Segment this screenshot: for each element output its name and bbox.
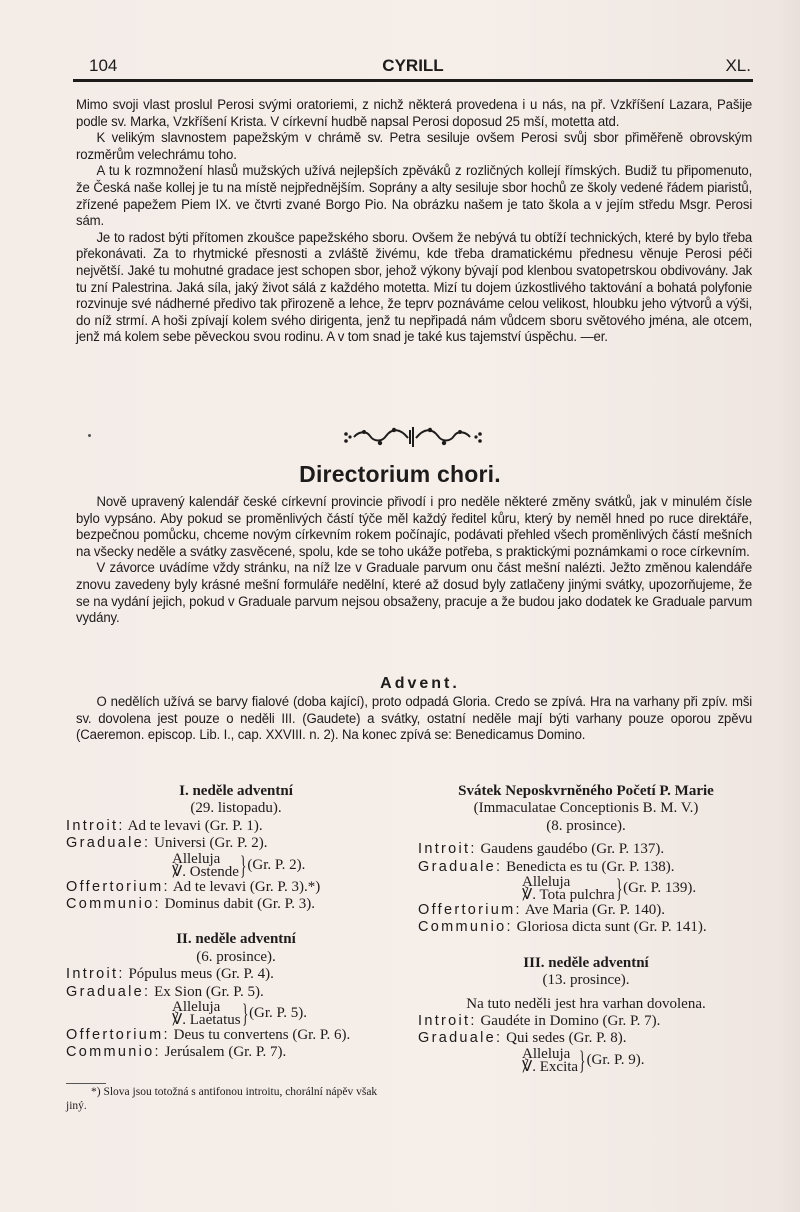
running-title: CYRILL <box>382 56 444 75</box>
advent-text <box>76 694 752 744</box>
entry-title: Svátek Neposkvrněného Početí P. Marie <box>458 783 714 799</box>
graduale-label: Graduale: <box>418 858 503 875</box>
offertorium-label: Offertorium: <box>66 878 170 895</box>
graduale-value: Ex Sion (Gr. P. 5). <box>154 983 264 1000</box>
entry-date: (8. prosince). <box>546 817 626 834</box>
introit-label: Introit: <box>66 966 125 983</box>
introit-label: Introit: <box>418 841 477 858</box>
paragraph: K velikým slavnostem papežským v chrámě sv. Petra sesiluje ovšem Perosi svůj sbor přiměřeně obrovským rozměrům velechrámu toho. <box>76 130 753 163</box>
introit-label: Introit: <box>418 1013 477 1030</box>
alleluia-label: Alleluja <box>172 999 221 1016</box>
paragraph: Je to radost býti přítomen zkoušce papežského sboru. Ovšem že nebývá tu obtíží technických, které by bylo třeba překonávati. Za to rhytmické přesnosti a zvláště živému, kde třeba dramatickému přednesu věnuje Perosi péči největší. Jaké tu mohutné gradace jest schopen sbor, jehož výkony bývají pod klenbou svatopetrskou obdivovány. Jak tu zní Palestrina. Jaká síla, jaký život sálá z každého motetta. Mizí tu dojem úzkostlivého taktování a bohatá polyfonie rozvinuje své nádherné předivo tak přirozeně a lehce, že teprv poznáváme celou velikost, hloubku jeho výtvorů a výši, do níž strmí. A hoši zpívají kolem svého dirigenta, jenž tu nepřipadá nám vůdcem sboru světového jména, ale otcem, jenž má kolem sebe pěveckou svou rodinu. A v tom snad je také kus tajemství úspěchu. —er. <box>76 229 753 346</box>
entry-subtitle: (Immaculatae Conceptionis B. M. V.) <box>473 800 699 817</box>
introit-value: Ad te levavi (Gr. P. 1). <box>127 817 263 834</box>
communio-value: Gloriosa dicta sunt (Gr. P. 141). <box>516 919 707 936</box>
alleluia-ref: (Gr. P. 2). <box>247 856 306 873</box>
paragraph: O nedělích užívá se barvy fialové (doba kající), proto odpadá Gloria. Credo se zpívá. Hra na varhany při zpív. mši sv. dovolena jest pouze o neděli III. (Gaudete) a svátky, ostatní neděle mají býti varhany pouze oporou zpěvu (Caeremon. episcop. Lib. I., cap. XXVIII. n. 2). Na konec zpívá se: Benedicamus Domino. <box>76 694 753 744</box>
introit-value: Pópulus meus (Gr. P. 4). <box>128 966 274 983</box>
entry-title: I. neděle adventní <box>179 783 293 799</box>
communio-value: Dominus dabit (Gr. P. 3). <box>164 896 316 913</box>
communio-label: Communio: <box>66 896 161 913</box>
footnote-text: *) Slova jsou totožná s antifonou introitu, chorální nápěv však jiný. <box>66 1086 378 1112</box>
page-header <box>73 56 753 80</box>
header-rule <box>73 79 753 82</box>
graduale-value: Benedicta es tu (Gr. P. 138). <box>506 858 675 875</box>
graduale-value: Universi (Gr. P. 2). <box>154 835 268 852</box>
footnote <box>66 1085 396 1113</box>
stray-dot <box>88 434 91 437</box>
introit-value: Gaudéte in Domino (Gr. P. 7). <box>480 1013 661 1030</box>
graduale-label: Graduale: <box>66 835 151 852</box>
offertorium-value: Deus tu convertens (Gr. P. 6). <box>173 1027 351 1044</box>
alleluia-label: Alleluja <box>172 850 221 867</box>
alleluia-ref: (Gr. P. 9). <box>586 1052 645 1069</box>
alleluia-label: Alleluja <box>522 1045 571 1062</box>
paragraph: A tu k rozmnožení hlasů mužských užívá nejlepších zpěváků z rozličných kollejí římských. Budiž tu připomenuto, že Česká naše kollej je tu na místě nejpřednějším. Soprány a alty sesiluje sbor hochů ze školy vedené řádem piaristů, zřízené papežem Piem IX. ve čtvrti zvané Borgo Pio. Na obrázku našem je tato škola a v jejím středu Msgr. Perosi sám. <box>76 163 753 230</box>
verse-label: ℣. Tota pulchra <box>522 887 615 904</box>
graduale-value: Qui sedes (Gr. P. 8). <box>506 1030 627 1047</box>
page-number: 104 <box>89 56 118 75</box>
alleluia-label: Alleluja <box>522 874 571 891</box>
verse-label: ℣. Laetatus <box>172 1012 241 1029</box>
brace-icon: } <box>615 874 623 904</box>
alleluia-ref: (Gr. P. 139). <box>623 880 697 897</box>
brace-icon: } <box>579 1045 586 1075</box>
entry-title: III. neděle adventní <box>523 954 649 971</box>
offertorium-label: Offertorium: <box>418 902 522 919</box>
entry-note: Na tuto neděli jest hra varhan dovolena. <box>466 995 706 1012</box>
feast-entry <box>418 783 754 937</box>
offertorium-value: Ave Maria (Gr. P. 140). <box>524 902 665 919</box>
footnote-rule <box>66 1083 106 1084</box>
verse-label: ℣. Ostende <box>172 863 239 880</box>
right-column <box>418 783 754 1074</box>
volume-number: XL. <box>725 56 751 75</box>
offertorium-value: Ad te levavi (Gr. P. 3).*) <box>172 878 321 895</box>
graduale-label: Graduale: <box>418 1030 503 1047</box>
section-intro <box>76 494 752 627</box>
left-column <box>66 783 406 1062</box>
offertorium-label: Offertorium: <box>66 1027 170 1044</box>
sunday-entry <box>418 955 754 1074</box>
brace-icon: } <box>240 850 247 880</box>
alleluia-ref: (Gr. P. 5). <box>249 1005 307 1022</box>
section-title: Directorium chori. <box>299 461 501 487</box>
verse-label: ℣. Excita <box>522 1058 579 1075</box>
communio-label: Communio: <box>418 919 513 936</box>
entry-date: (29. listopadu). <box>190 800 282 817</box>
paragraph: V závorce uvádíme vždy stránku, na níž lze v Graduale parvum onu část mešní nalézti. Ježto změnou kalendáře znovu zavedeny byly krásné mešní formuláře nedělní, které až dosud byly zatlačeny jinými svátky, upozorňujeme, že se na vydání jejich, pokud v Graduale parvum nejsou obsaženy, pracuje a že budou jako dodatek ke Graduale parvum vydány. <box>76 560 753 627</box>
advent-heading: Advent. <box>380 675 460 692</box>
paragraph: Mimo svoji vlast proslul Perosi svými oratoriemi, z nichž některá provedena i u nás, na př. Vzkříšení Lazara, Pašije podle sv. Marka, Vzkříšení Krista. V církevní hudbě napsal Perosi doposud 25 mší, motetta atd. <box>76 97 753 130</box>
sunday-entry <box>66 931 406 1061</box>
entry-date: (13. prosince). <box>542 972 630 989</box>
introit-value: Gaudens gaudébo (Gr. P. 137). <box>480 841 665 858</box>
communio-label: Communio: <box>66 1044 161 1061</box>
fleuron-ornament-icon <box>340 424 486 450</box>
article-continued <box>76 97 752 346</box>
communio-value: Jerúsalem (Gr. P. 7). <box>164 1044 287 1061</box>
brace-icon: } <box>241 999 248 1029</box>
introit-label: Introit: <box>66 817 125 834</box>
sunday-entry <box>66 783 406 913</box>
graduale-label: Graduale: <box>66 983 151 1000</box>
entry-date: (6. prosince). <box>196 948 276 965</box>
paragraph: Nově upravený kalendář české církevní provincie přivodí i pro neděle některé změny svátků, jak v minulém čísle bylo vypsáno. Aby pokud se proměnlivých částí týče měl každý ředitel kůru, který by neměl hned po ruce direktáře, bezpečnou pomůcku, chceme novým církevním rokem počínajíc, podávati přehled všech proměnlivých částí mešních na všecky neděle a svátky zasvěcené, spolu, kde se toho ukáže potřeba, s praktickými poznámkami o roce církevním. <box>76 494 753 560</box>
entry-title: II. neděle adventní <box>176 931 296 948</box>
